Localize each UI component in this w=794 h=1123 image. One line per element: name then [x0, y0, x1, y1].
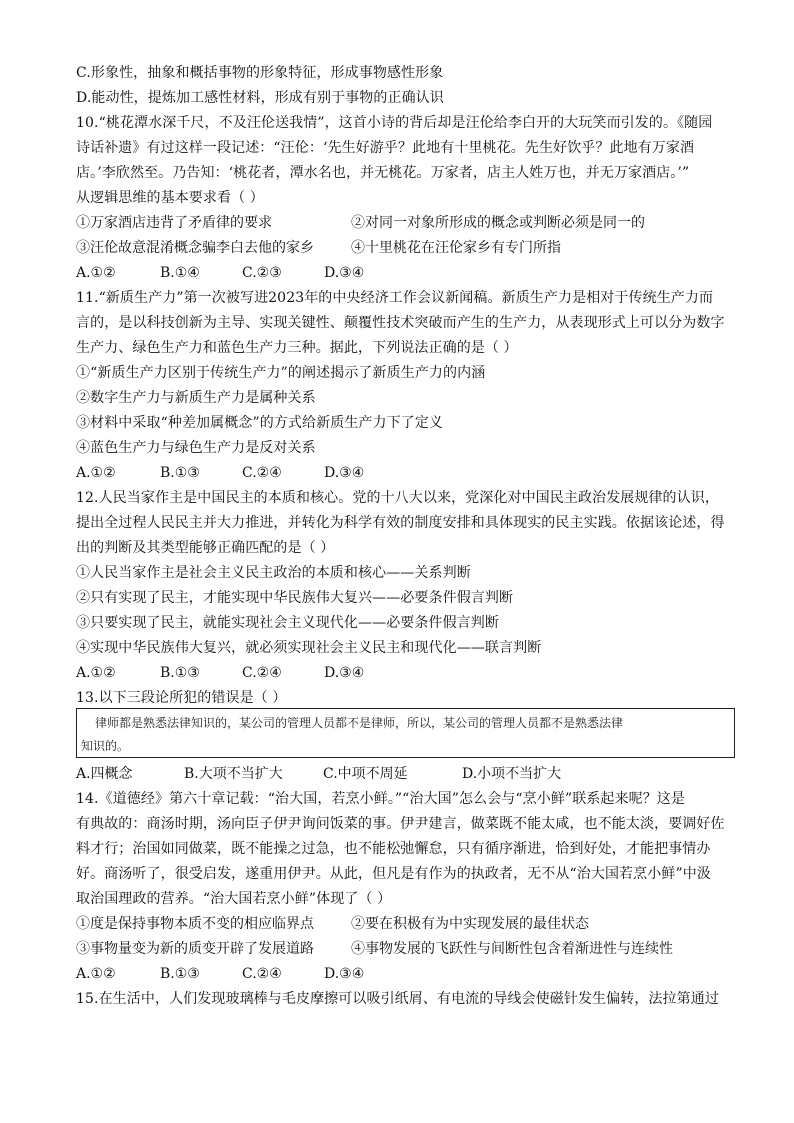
q11-statement-3: ③材料中采取“种差加属概念”的方式给新质生产力下了定义: [76, 415, 444, 431]
q11-choice-b[interactable]: B.①③: [160, 465, 200, 481]
q14-choice-c[interactable]: C.②④: [242, 966, 282, 982]
option-d-line: D.能动性，提炼加工感性材料，形成有别于事物的正确认识: [76, 90, 444, 106]
q10-choice-c[interactable]: C.②③: [242, 265, 282, 281]
q14-statement-2: ②要在积极有为中实现发展的最佳状态: [351, 916, 589, 932]
q14-stem-line-3: 料才行；治国如同做菜，既不能操之过急，也不能松弛懈怠，只有循序渐进，恰到好处，才能把事情办: [76, 841, 711, 857]
q11-statement-4: ④蓝色生产力与绿色生产力是反对关系: [76, 440, 316, 456]
q13-choice-a[interactable]: A.四概念: [76, 766, 133, 782]
q13-box-line-2: 知识的。: [81, 739, 130, 753]
q10-statement-4: ④十里桃花在汪伦家乡有专门所指: [351, 240, 561, 256]
q11-stem-line-1: 11.“新质生产力”第一次被写进2023年的中央经济工作会议新闻稿。新质生产力是相对于传统生产力而: [76, 290, 714, 306]
q14-statement-4: ④事物发展的飞跃性与间断性包含着渐进性与连续性: [351, 941, 673, 957]
q12-choice-c[interactable]: C.②④: [242, 665, 282, 681]
q14-stem-line-5: 取治国理政的营养。“治大国若烹小鲜”体现了（ ）: [76, 891, 392, 907]
q14-stem-line-4: 好。商汤听了，很受启发，遂重用伊尹。从此，但凡是有作为的执政者，无不从“治大国若烹小鲜”中汲: [76, 866, 711, 882]
q10-stem-line-1: 10.“桃花潭水深千尺，不及汪伦送我情”，这首小诗的背后却是汪伦给李白开的大玩笑而引发的。《随园: [76, 115, 713, 131]
q12-choice-a[interactable]: A.①②: [76, 665, 116, 681]
q13-box-line-1: 律师都是熟悉法律知识的，某公司的管理人员都不是律师，所以，某公司的管理人员都不是熟悉法律: [95, 716, 624, 730]
option-c-line: C.形象性，抽象和概括事物的形象特征，形成事物感性形象: [76, 65, 444, 81]
q11-statement-2: ②数字生产力与新质生产力是属种关系: [76, 390, 316, 406]
q14-stem-line-1: 14.《道德经》第六十章记载：“治大国，若烹小鲜。”“治大国”怎么会与“烹小鲜”联系起来呢？这是: [76, 791, 686, 807]
q10-choice-b[interactable]: B.①④: [160, 265, 200, 281]
q13-syllogism-box: [76, 708, 735, 758]
q13-stem: 13.以下三段论所犯的错误是（ ）: [76, 690, 287, 706]
q12-statement-1: ①人民当家作主是社会主义民主政治的本质和核心——关系判断: [76, 565, 471, 581]
q12-stem-line-3: 出的判断及其类型能够正确匹配的是（ ）: [76, 540, 335, 556]
q10-stem-line-3: 店。’李欣然至。乃告知：‘桃花者，潭水名也，并无桃花。万家者，店主人姓万也，并无万家酒店。’”: [76, 165, 690, 181]
q15-stem-line-1: 15.在生活中，人们发现玻璃棒与毛皮摩擦可以吸引纸屑、有电流的导线会使磁针发生偏转，法拉第通过: [76, 991, 719, 1007]
q14-choice-d[interactable]: D.③④: [324, 966, 365, 982]
q11-choice-d[interactable]: D.③④: [324, 465, 365, 481]
q10-statement-3: ③汪伦故意混淆概念骗李白去他的家乡: [76, 240, 314, 256]
q12-statement-4: ④实现中华民族伟大复兴，就必须实现社会主义民主和现代化——联言判断: [76, 640, 542, 656]
q10-statement-2: ②对同一对象所形成的概念或判断必须是同一的: [351, 215, 645, 231]
q13-choice-c[interactable]: C.中项不周延: [323, 766, 408, 782]
q12-statement-3: ③只要实现了民主，就能实现社会主义现代化——必要条件假言判断: [76, 615, 499, 631]
q12-stem-line-2: 提出全过程人民民主并大力推进，并转化为科学有效的制度安排和具体现实的民主实践。依据该论述，得: [76, 515, 725, 531]
q11-choice-a[interactable]: A.①②: [76, 465, 116, 481]
q12-choice-d[interactable]: D.③④: [324, 665, 365, 681]
q10-stem-line-4: 从逻辑思维的基本要求看（ ）: [76, 190, 264, 206]
q11-statement-1: ①“新质生产力区别于传统生产力”的阐述揭示了新质生产力的内涵: [76, 365, 486, 381]
q12-statement-2: ②只有实现了民主，才能实现中华民族伟大复兴——必要条件假言判断: [76, 590, 514, 606]
q10-choice-a[interactable]: A.①②: [76, 265, 116, 281]
q14-stem-line-2: 有典故的：商汤时期，汤向臣子伊尹询问饭菜的事。伊尹建言，做菜既不能太咸，也不能太淡，要调好佐: [76, 816, 725, 832]
q13-choice-b[interactable]: B.大项不当扩大: [184, 766, 283, 782]
q10-choice-d[interactable]: D.③④: [324, 265, 365, 281]
q12-stem-line-1: 12.人民当家作主是中国民主的本质和核心。党的十八大以来，党深化对中国民主政治发展规律的认识，: [76, 490, 719, 506]
q10-stem-line-2: 诗话补遗》有过这样一段记述：“汪伦：‘先生好游乎？此地有十里桃花。先生好饮乎？此地有万家酒: [76, 140, 695, 156]
q14-statement-1: ①度是保持事物本质不变的相应临界点: [76, 916, 314, 932]
q14-statement-3: ③事物量变为新的质变开辟了发展道路: [76, 941, 314, 957]
q13-choice-d[interactable]: D.小项不当扩大: [462, 766, 562, 782]
q10-statement-1: ①万家酒店违背了矛盾律的要求: [76, 215, 272, 231]
q11-stem-line-3: 生产力、绿色生产力和蓝色生产力三种。据此，下列说法正确的是（ ）: [76, 340, 518, 356]
q11-stem-line-2: 言的，是以科技创新为主导、实现关键性、颠覆性技术突破而产生的生产力，从表现形式上可以分为数字: [76, 315, 725, 331]
q11-choice-c[interactable]: C.②④: [242, 465, 282, 481]
q12-choice-b[interactable]: B.①③: [160, 665, 200, 681]
q14-choice-b[interactable]: B.①③: [160, 966, 200, 982]
q14-choice-a[interactable]: A.①②: [76, 966, 116, 982]
